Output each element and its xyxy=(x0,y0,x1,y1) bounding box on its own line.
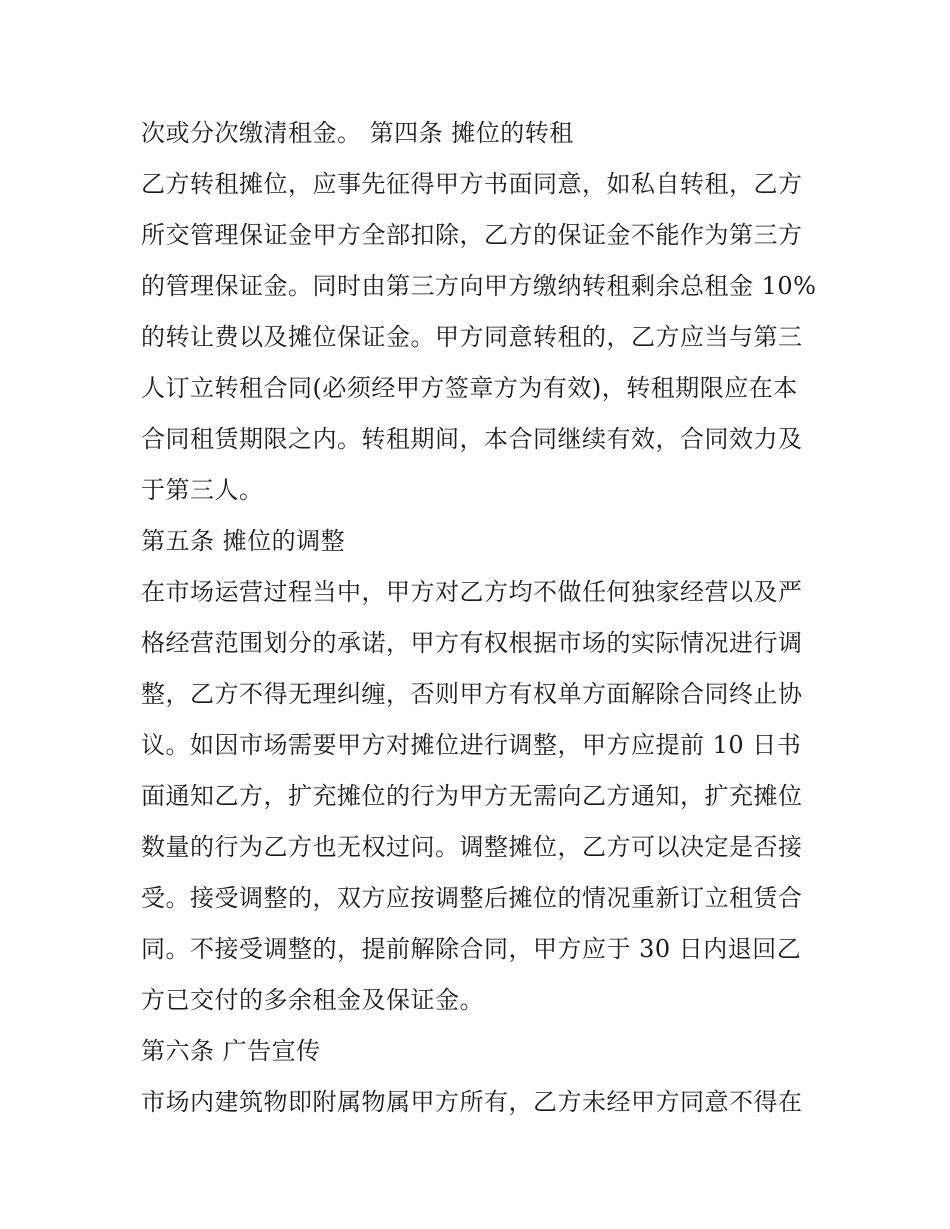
text-line: 次或分次缴清租金。 第四条 摊位的转租 xyxy=(141,119,574,147)
section-heading: 第六条 广告宣传 xyxy=(141,1037,321,1065)
section-heading: 第五条 摊位的调整 xyxy=(141,527,346,555)
text-line: 受。接受调整的，双方应按调整后摊位的情况重新订立租赁合 xyxy=(141,884,803,912)
text-line: 面通知乙方，扩充摊位的行为甲方无需向乙方通知，扩充摊位 xyxy=(141,782,803,810)
text-line: 的转让费以及摊位保证金。甲方同意转租的，乙方应当与第三 xyxy=(141,323,803,351)
text-line: 同。不接受调整的，提前解除合同，甲方应于 30 日内退回乙 xyxy=(141,935,802,963)
text-line: 的管理保证金。同时由第三方向甲方缴纳转租剩余总租金 10% xyxy=(141,272,817,300)
text-line: 格经营范围划分的承诺，甲方有权根据市场的实际情况进行调 xyxy=(141,629,803,657)
text-line: 在市场运营过程当中，甲方对乙方均不做任何独家经营以及严 xyxy=(141,578,803,606)
text-line: 整，乙方不得无理纠缠，否则甲方有权单方面解除合同终止协 xyxy=(141,680,803,708)
text-line: 所交管理保证金甲方全部扣除，乙方的保证金不能作为第三方 xyxy=(141,221,803,249)
text-line: 乙方转租摊位，应事先征得甲方书面同意，如私自转租，乙方 xyxy=(141,170,803,198)
text-line: 方已交付的多余租金及保证金。 xyxy=(141,986,484,1014)
text-line: 数量的行为乙方也无权过问。调整摊位，乙方可以决定是否接 xyxy=(141,833,803,861)
text-line: 议。如因市场需要甲方对摊位进行调整，甲方应提前 10 日书 xyxy=(141,731,802,759)
text-line: 合同租赁期限之内。转租期间，本合同继续有效，合同效力及 xyxy=(141,425,803,453)
text-line: 市场内建筑物即附属物属甲方所有，乙方未经甲方同意不得在 xyxy=(141,1088,803,1116)
document-body xyxy=(141,108,821,1128)
text-line: 人订立转租合同(必须经甲方签章方为有效)，转租期限应在本 xyxy=(141,374,798,402)
text-line: 于第三人。 xyxy=(141,476,264,504)
